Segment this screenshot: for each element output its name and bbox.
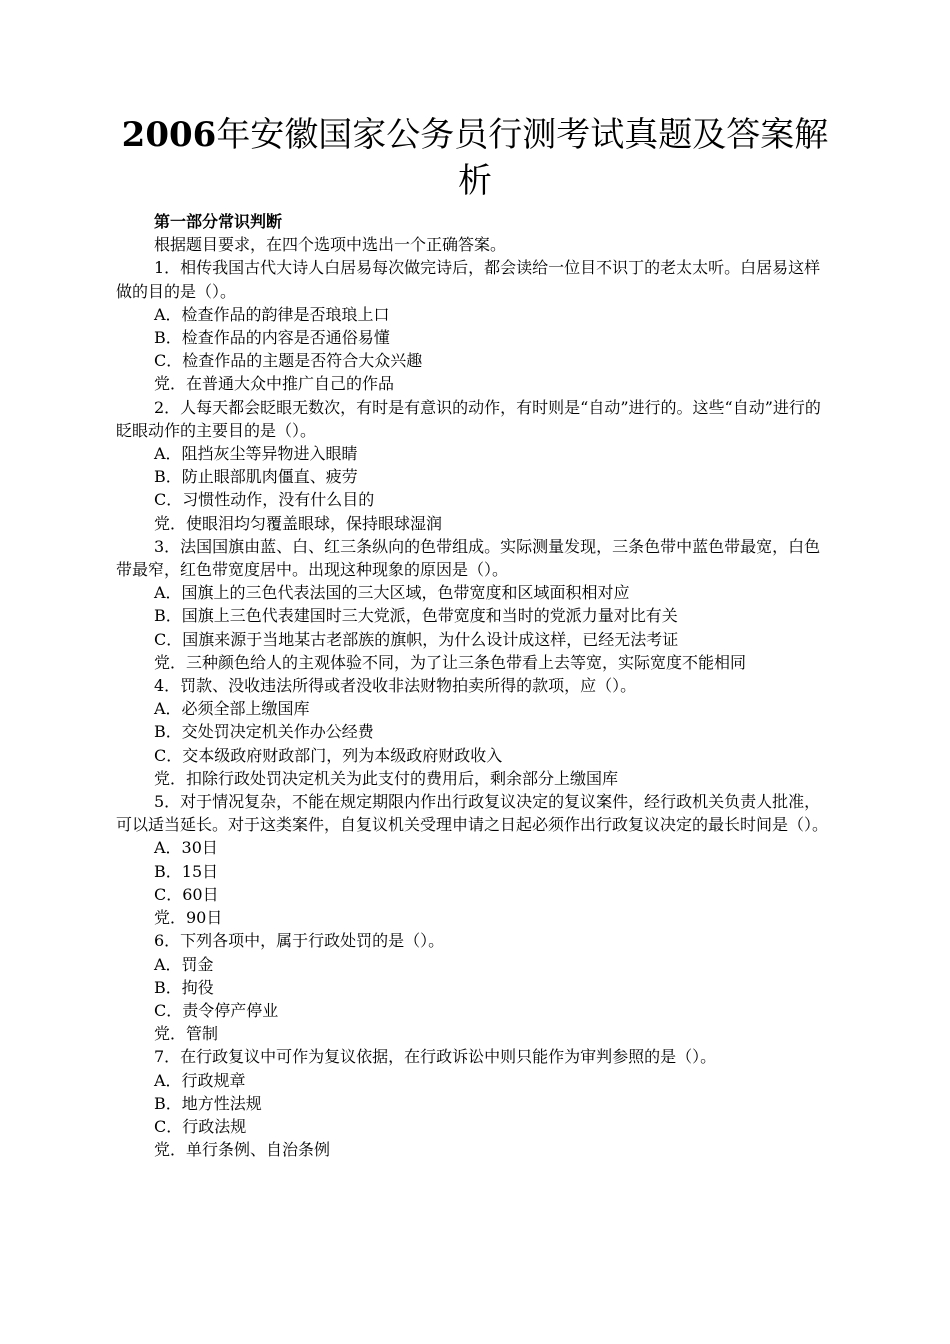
document-body xyxy=(116,210,834,1161)
question-6 xyxy=(116,929,834,1045)
option-c: C．交本级政府财政部门，列为本级政府财政收入 xyxy=(154,745,503,765)
option-b: B．拘役 xyxy=(154,977,214,997)
section-heading: 第一部分常识判断 xyxy=(154,212,283,231)
option-b: B．防止眼部肌肉僵直、疲劳 xyxy=(154,467,358,487)
question-7 xyxy=(116,1045,834,1161)
option-a: A．30日 xyxy=(154,838,218,858)
option-d: 党．使眼泪均匀覆盖眼球，保持眼球湿润 xyxy=(154,513,443,533)
option-b: B．地方性法规 xyxy=(154,1093,262,1113)
option-d: 党．单行条例、自治条例 xyxy=(154,1140,331,1160)
option-d: 党．扣除行政处罚决定机关为此支付的费用后，剩余部分上缴国库 xyxy=(154,768,619,788)
option-a: A．检查作品的韵律是否琅琅上口 xyxy=(154,304,390,324)
question-stem: 6．下列各项中，属于行政处罚的是（）。 xyxy=(154,931,445,951)
option-b: B．交处罚决定机关作办公经费 xyxy=(154,722,374,742)
document-title xyxy=(116,112,834,204)
option-b: B．检查作品的内容是否通俗易懂 xyxy=(154,328,390,348)
option-a: A．行政规章 xyxy=(154,1070,246,1090)
option-c: C．责令停产停业 xyxy=(154,1000,279,1020)
question-2 xyxy=(116,396,834,535)
question-stem: 1．相传我国古代大诗人白居易每次做完诗后，都会读给一位目不识丁的老太太听。白居易这样做的目的是（）。 xyxy=(116,258,821,301)
option-a: A．罚金 xyxy=(154,954,214,974)
option-c: C．国旗来源于当地某古老部族的旗帜，为什么设计成这样，已经无法考证 xyxy=(154,629,679,649)
option-d: 党．管制 xyxy=(154,1024,219,1044)
document-page xyxy=(116,112,834,1161)
option-d: 党．90日 xyxy=(154,908,223,928)
option-a: A．必须全部上缴国库 xyxy=(154,699,310,719)
question-stem: 4．罚款、没收违法所得或者没收非法财物拍卖所得的款项，应（）。 xyxy=(154,676,637,696)
option-b: B．国旗上三色代表建国时三大党派，色带宽度和当时的党派力量对比有关 xyxy=(154,606,678,626)
question-stem: 3．法国国旗由蓝、白、红三条纵向的色带组成。实际测量发现，三条色带中蓝色带最宽，白色带最窄，红色带宽度居中。出现这种现象的原因是（）。 xyxy=(116,536,821,580)
option-c: C．60日 xyxy=(154,884,219,904)
question-1 xyxy=(116,256,834,395)
option-a: A．国旗上的三色代表法国的三大区域，色带宽度和区域面积相对应 xyxy=(154,583,630,603)
question-stem: 2．人每天都会眨眼无数次，有时是有意识的动作，有时则是“自动”进行的。这些“自动”进行的眨眼动作的主要目的是（）。 xyxy=(116,397,821,440)
option-c: C．习惯性动作，没有什么目的 xyxy=(154,490,375,510)
question-3 xyxy=(116,535,834,674)
question-stem: 7．在行政复议中可作为复议依据，在行政诉讼中则只能作为审判参照的是（）。 xyxy=(154,1047,717,1067)
question-4 xyxy=(116,674,834,790)
question-stem: 5．对于情况复杂，不能在规定期限内作出行政复议决定的复议案件，经行政机关负责人批准，可以适当延长。对于这类案件，自复议机关受理申请之日起必须作出行政复议决定的最长时间是（）。 xyxy=(116,792,829,835)
title-text: 年安徽国家公务员行测考试真题及答案解析 xyxy=(216,115,829,201)
option-d: 党．在普通大众中推广自己的作品 xyxy=(154,374,395,394)
option-c: C．检查作品的主题是否符合大众兴趣 xyxy=(154,351,423,371)
question-5 xyxy=(116,790,834,929)
instruction-text: 根据题目要求，在四个选项中选出一个正确答案。 xyxy=(154,235,507,255)
option-c: C．行政法规 xyxy=(154,1116,247,1136)
option-a: A．阻挡灰尘等异物进入眼睛 xyxy=(154,444,358,464)
option-d: 党．三种颜色给人的主观体验不同，为了让三条色带看上去等宽，实际宽度不能相同 xyxy=(154,652,747,672)
option-b: B．15日 xyxy=(154,861,219,881)
title-year: 2006 xyxy=(121,115,217,155)
